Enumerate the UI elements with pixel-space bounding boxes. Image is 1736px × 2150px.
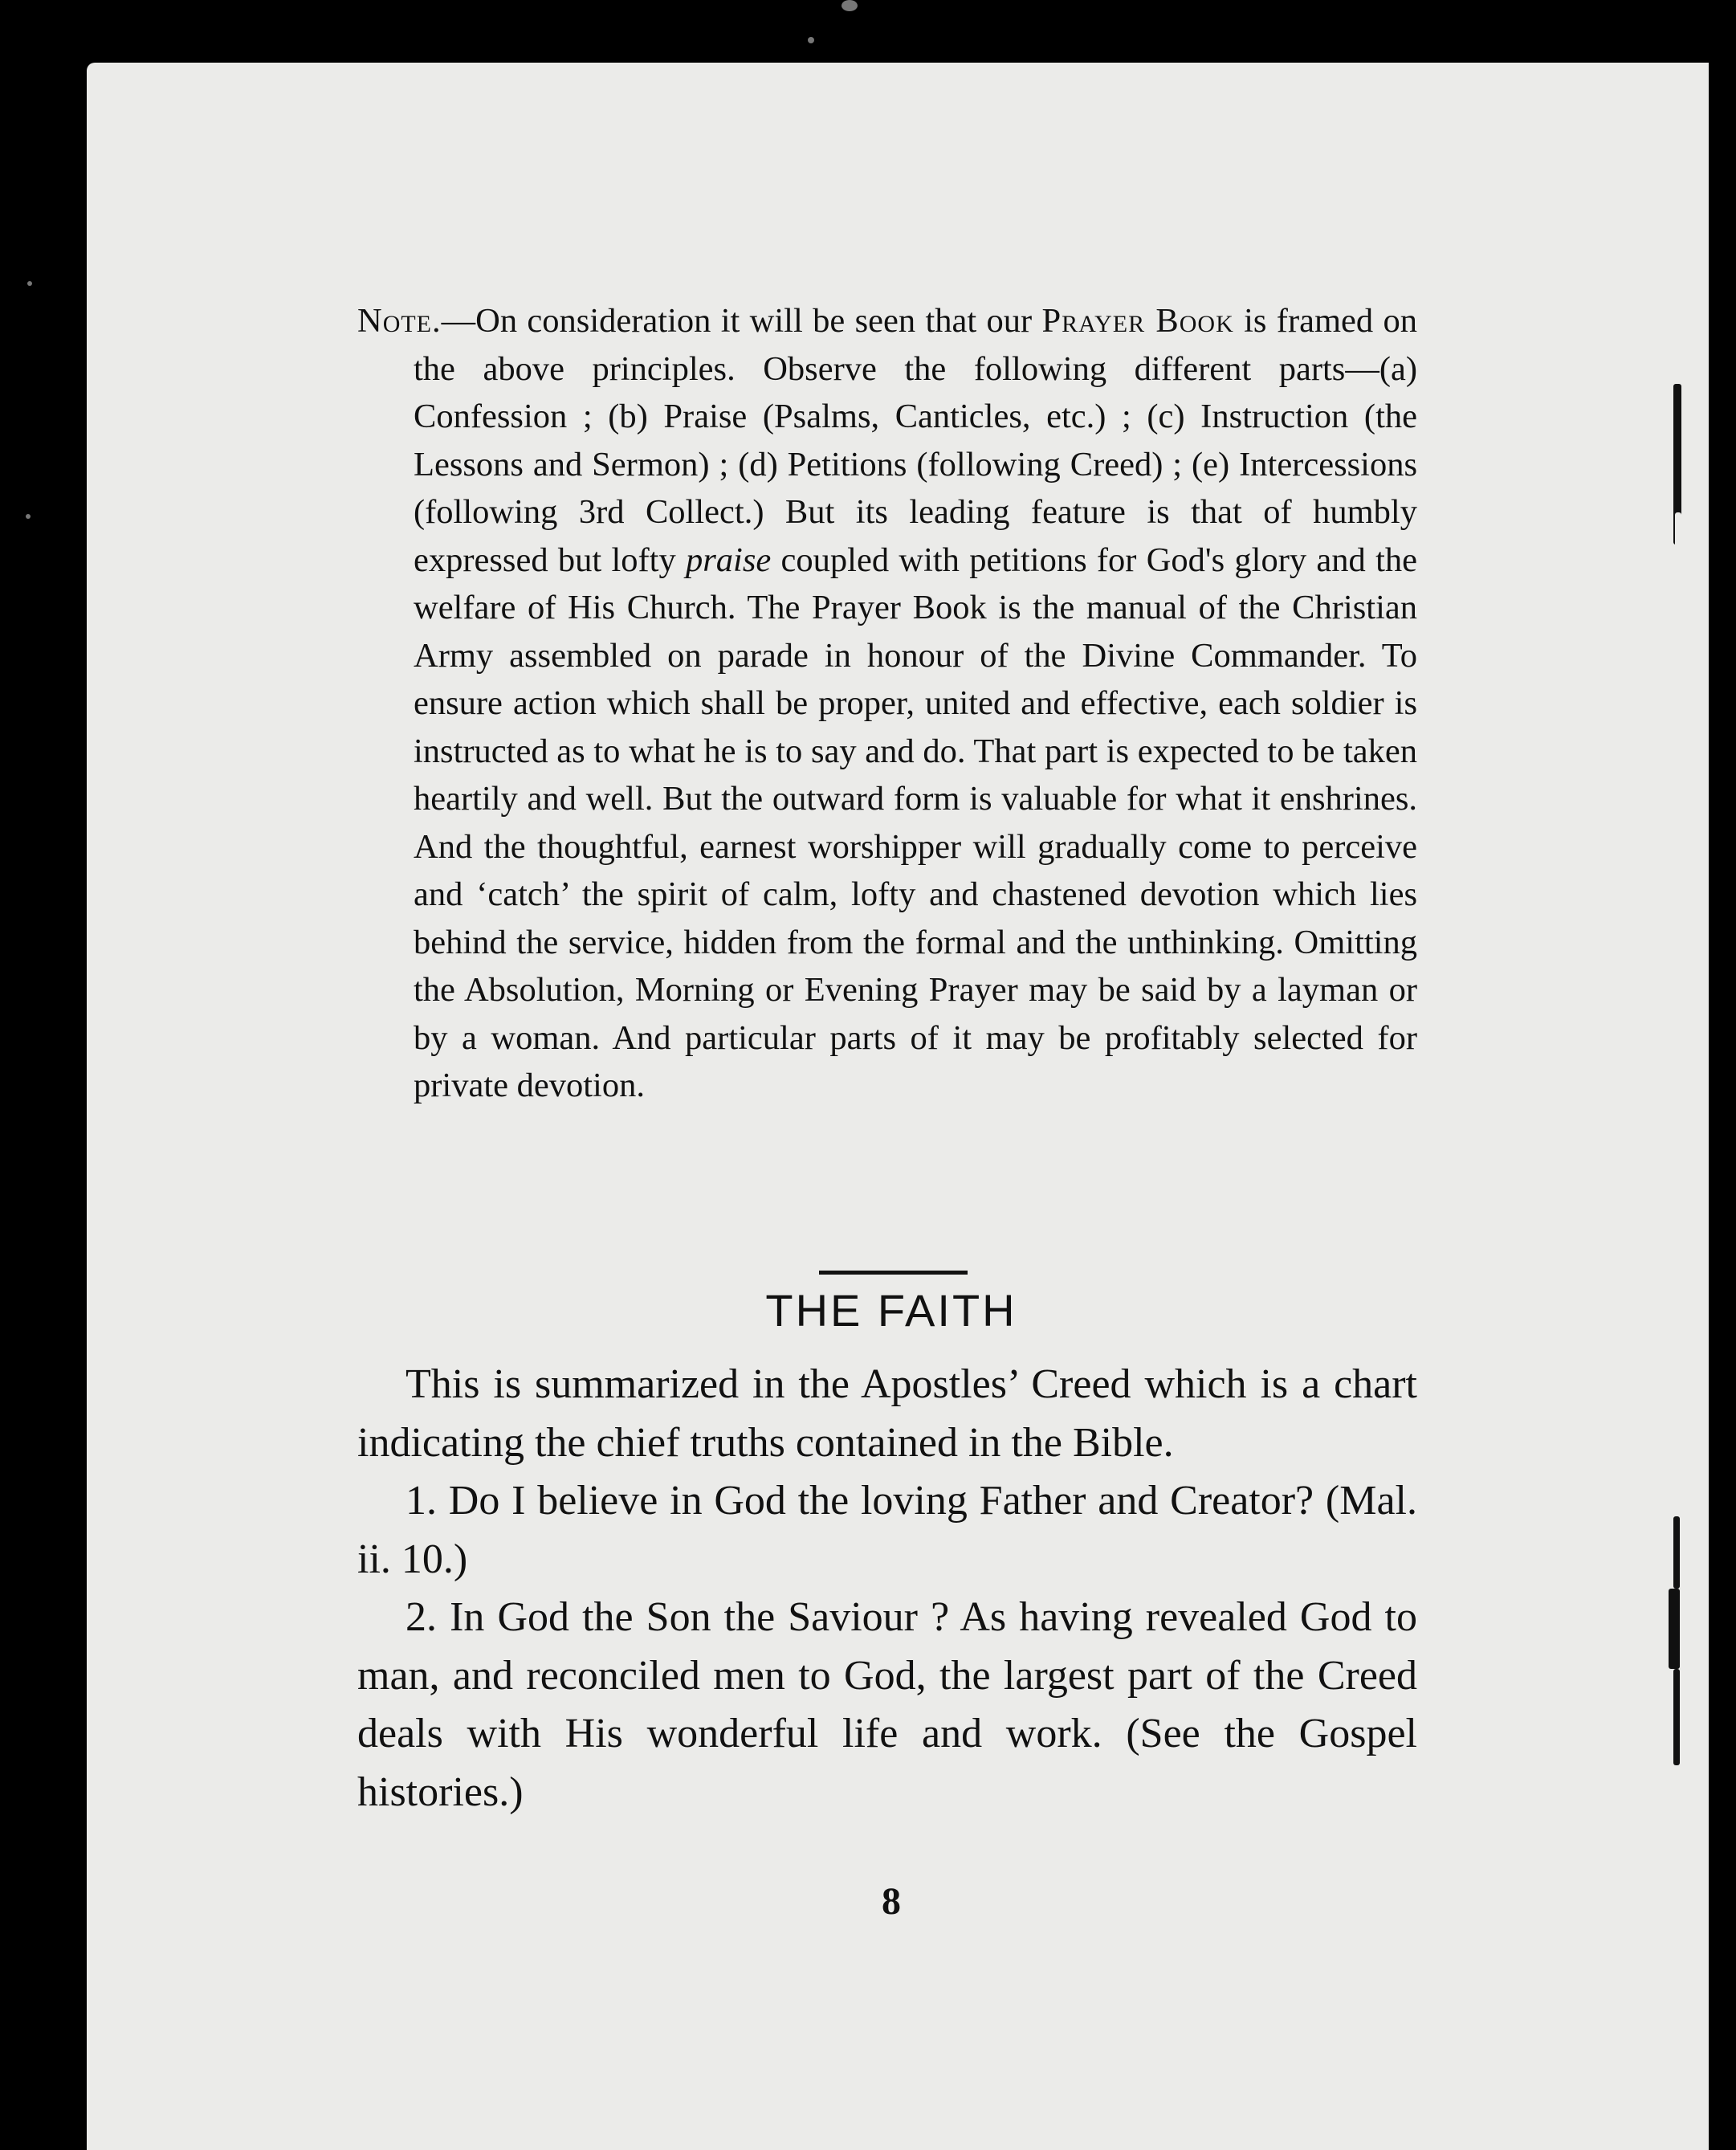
note-intro: —On consideration it will be seen that our	[441, 302, 1042, 340]
scan-speck	[808, 37, 814, 43]
faith-intro-paragraph: This is summarized in the Apostles’ Creed which is a chart indicating the chief truths contained in the Bible.	[357, 1361, 1417, 1466]
faith-section-body	[357, 1356, 1417, 1822]
note-text-part2: coupled with petitions for God's glory and the welfare of His Church. The Prayer Book is the manual of the Christian Army assembled on parade in honour of the Divine Commander. To ensure action which shall be proper, united and effective, each soldier is instructed as to what he is to say and do. That part is expected to be taken heartily and well. But the outward form is valuable for what it enshrines. And the thoughtful, earnest worshipper will gradually come to perceive and ‘catch’ the spirit of calm, lofty and chastened devotion which lies behind the service, hidden from the formal and the unthinking. Omitting the Absolution, Morning or Evening Prayer may be said by a layman or by a woman. And particular parts of it may be profitably selected for private devotion.	[414, 541, 1417, 1104]
scan-speck	[842, 0, 858, 11]
note-text-part1: is framed on the above principles. Observe the following different parts—(a) Confession ; (b) Praise (Psalms, Canticles, etc.) ; (c) Instruction (the Lessons and Sermon) ; (d) Petitions (following Creed) ; (e) Intercessions (following 3rd Collect.) But its leading feature is that of humbly expressed but lofty	[414, 302, 1417, 579]
note-label: Note.	[357, 302, 442, 340]
page-number: 8	[882, 1880, 901, 1923]
binding-mark	[1673, 1669, 1680, 1765]
praise-word: praise	[686, 541, 772, 579]
note-paragraph	[357, 297, 1417, 1110]
prayer-book-term: Prayer Book	[1041, 302, 1234, 340]
prayer-book-note	[357, 297, 1417, 1110]
faith-item-1: 1. Do I believe in God the loving Father and Creator? (Mal. ii. 10.)	[357, 1478, 1417, 1582]
section-divider-rule	[819, 1271, 968, 1275]
binding-mark	[1669, 1589, 1680, 1669]
scan-speck	[26, 514, 31, 519]
binding-mark	[1673, 1516, 1680, 1589]
scan-speck	[27, 281, 32, 286]
binding-mark	[1675, 512, 1681, 609]
faith-item-2: 2. In God the Son the Saviour ? As having revealed God to man, and reconciled men to God, the largest part of the Creed deals with His wonderful life and work. (See the Gospel histories.)	[357, 1594, 1417, 1815]
section-heading: THE FAITH	[765, 1285, 1017, 1336]
